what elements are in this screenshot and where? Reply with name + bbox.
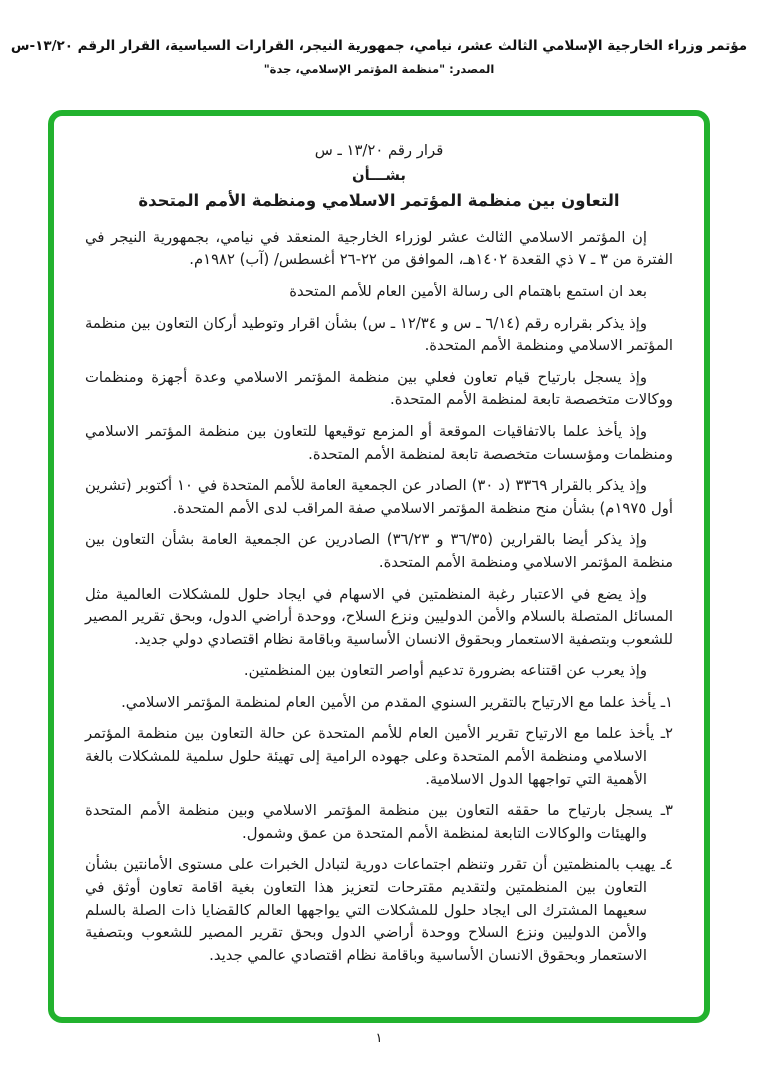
preamble-paragraph: وإذ يذكر بقراره رقم (٦/١٤ ـ س و ١٢/٣٤ ـ س) بشأن اقرار وتوطيد أركان التعاون بين منظمة المؤتمر الاسلامي ومنظمة الأمم المتحدة. [85, 314, 673, 355]
document-content [54, 116, 704, 986]
preamble-paragraph: وإذ يذكر أيضا بالقرارين (٣٦/٣٥ و ٣٦/٢٣) الصادرين عن الجمعية العامة بشأن التعاون بين منظمة المؤتمر الاسلامي ومنظمة الأمم المتحدة. [85, 531, 673, 571]
numbered-clause: ٣ـ يسجل بارتياح ما حققه التعاون بين منظمة المؤتمر الاسلامي وبين منظمة الأمم المتحدة والهيئات والوكالات التابعة لمنظمة الأمم المتحدة من عمق وشمول. [85, 802, 673, 842]
preamble-paragraph: إن المؤتمر الاسلامي الثالث عشر لوزراء الخارجية المنعقد في نيامي، بجمهورية النيجر في الفترة من ٣ ـ ٧ ذي القعدة ١٤٠٢هـ، الموافق من ٢٢-٢٦ أغسطس/ (آب) ١٩٨٢م. [85, 228, 673, 269]
page-number: ١ [375, 1031, 383, 1046]
preamble-paragraph: وإذ يذكر بالقرار ٣٣٦٩ (د ٣٠) الصادر عن الجمعية العامة للأمم المتحدة في ١٠ أكتوبر (تشرين أول ١٩٧٥م) بشأن منح منظمة المؤتمر الاسلامي صفة المراقب لدى الأمم المتحدة. [85, 477, 673, 517]
document-frame [48, 110, 710, 1023]
header-title-line: مؤتمر وزراء الخارجية الإسلامي الثالث عشر، نيامي، جمهورية النيجر، القرارات السياسية، القرار الرقم ١٣/٢٠-س [10, 38, 748, 54]
preamble-paragraph: بعد ان استمع باهتمام الى رسالة الأمين العام للأمم المتحدة [289, 282, 647, 300]
preamble-paragraph: وإذ يضع في الاعتبار رغبة المنظمتين في الاسهام في ايجاد حلول للمشكلات العالمية مثل المسائل المتصلة بالسلام والأمن الدوليين ونزع السلاح، ووحدة أراضي الدول، وبحق تقرير المصير للشعوب وبتصفية الاستعمار وبحقوق الانسان الأساسية وباقامة نظام اقتصادي دولي جديد. [85, 585, 673, 648]
resolution-concerning-line: بشـــأن [352, 166, 406, 184]
document-header [0, 36, 758, 78]
header-source-line: المصدر: "منظمة المؤتمر الإسلامي، جدة" [263, 62, 495, 76]
resolution-subject-line: التعاون بين منظمة المؤتمر الاسلامي ومنظمة الأمم المتحدة [138, 191, 620, 211]
preamble-paragraph: وإذ يسجل بارتياح قيام تعاون فعلي بين منظمة المؤتمر الاسلامي وعدة أجهزة ومنظمات ووكالات متخصصة تابعة لمنظمة الأمم المتحدة. [85, 368, 673, 409]
numbered-clause: ٤ـ يهيب بالمنظمتين أن تقرر وتنظم اجتماعات دورية لتبادل الخبرات على مستوى الأمانتين بشأن التعاون بين المنظمتين ولتقديم مقترحات لتعزيز هذا التعاون بغية اقامة تعاون أوثق في سعيهما المشترك الى ايجاد حلول للمشكلات التي يواجهها العالم كالقضايا ذات الصلة بالسلم والأمن الدوليين ونزع السلاح ووحدة أراضي الدول وبحق تقرير المصير للشعوب وبتصفية الاستعمار وبحقوق الانسان الأساسية وباقامة نظام اقتصادي عالمي جديد. [85, 856, 673, 964]
numbered-clause: ١ـ يأخذ علما مع الارتياح بالتقرير السنوي المقدم من الأمين العام لمنظمة المؤتمر الاسلامي. [121, 693, 673, 711]
preamble-paragraph: وإذ يعرب عن اقتناعه بضرورة تدعيم أواصر التعاون بين المنظمتين. [243, 662, 647, 680]
resolution-title-block [85, 140, 673, 213]
resolution-number-line: قرار رقم ١٣/٢٠ ـ س [314, 142, 444, 159]
preamble-paragraph: وإذ يأخذ علما بالاتفاقيات الموقعة أو المزمع توقيعها للتعاون بين منظمة المؤتمر الاسلامي ومنظمات ومؤسسات متخصصة تابعة لمنظمة الأمم المتحدة. [85, 422, 673, 463]
numbered-clause: ٢ـ يأخذ علما مع الارتياح تقرير الأمين العام للأمم المتحدة عن حالة التعاون بين منظمة المؤتمر الاسلامي ومنظمة الأمم المتحدة وعلى جهوده الرامية إلى تهيئة حلول سلمية للمشكلات بالغة الأهمية التي تواجهها الدول الاسلامية. [85, 725, 673, 788]
